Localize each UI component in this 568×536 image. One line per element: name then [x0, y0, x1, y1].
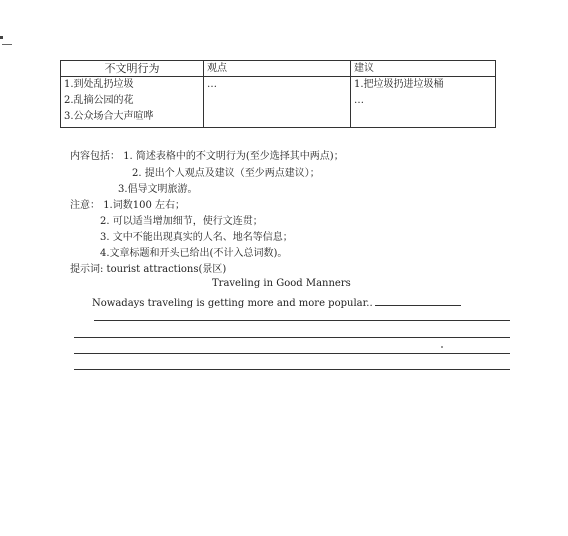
- header-suggestion: 建议: [351, 61, 496, 77]
- table-row: [61, 77, 496, 128]
- note-item: 1.词数100 左右；: [103, 200, 185, 211]
- answer-blank[interactable]: [375, 296, 461, 306]
- content-line-1: [70, 150, 344, 163]
- content-item: 1. 简述表格中的不文明行为(至少选择其中两点)；: [123, 151, 344, 162]
- header-behavior: 不文明行为: [61, 61, 204, 77]
- behavior-table: [60, 60, 496, 128]
- suggestion-item: 1.把垃圾扔进垃圾桶: [354, 79, 444, 90]
- suggestion-cell: [351, 77, 496, 128]
- note-item: 3. 文中不能出现真实的人名、地名等信息；: [100, 232, 293, 243]
- suggestion-item: …: [354, 95, 364, 106]
- view-item: …: [207, 79, 217, 90]
- content-item: 2. 提出个人观点及建议（至少两点建议）；: [132, 168, 320, 179]
- answer-line[interactable]: [94, 320, 510, 321]
- notes-line-1: [70, 199, 185, 212]
- header-view: 观点: [204, 61, 351, 77]
- essay-opening: [92, 296, 461, 309]
- answer-line[interactable]: [74, 337, 510, 338]
- answer-line[interactable]: [74, 369, 510, 370]
- hint-line: 提示词: tourist attractions(景区): [70, 264, 227, 275]
- view-cell: [204, 77, 351, 128]
- content-label: 内容包括：: [70, 151, 120, 162]
- essay-title: Traveling in Good Manners: [212, 278, 351, 289]
- table-header-row: [61, 61, 496, 77]
- opening-sentence: Nowadays traveling is getting more and more popular..: [92, 298, 373, 309]
- scan-mark: [0, 36, 14, 46]
- paper-speck: [441, 346, 443, 348]
- note-item: 4.文章标题和开头已给出(不计入总词数)。: [100, 248, 288, 259]
- answer-line[interactable]: [74, 353, 510, 354]
- behavior-item: 1.到处乱扔垃圾: [64, 79, 134, 90]
- note-item: 2. 可以适当增加细节，使行文连贯；: [100, 216, 263, 227]
- behavior-item: 2.乱摘公园的花: [64, 95, 134, 106]
- content-item: 3.倡导文明旅游。: [118, 184, 198, 195]
- notes-label: 注意：: [70, 200, 100, 211]
- behavior-item: 3.公众场合大声喧哗: [64, 111, 154, 122]
- behavior-cell: [61, 77, 204, 128]
